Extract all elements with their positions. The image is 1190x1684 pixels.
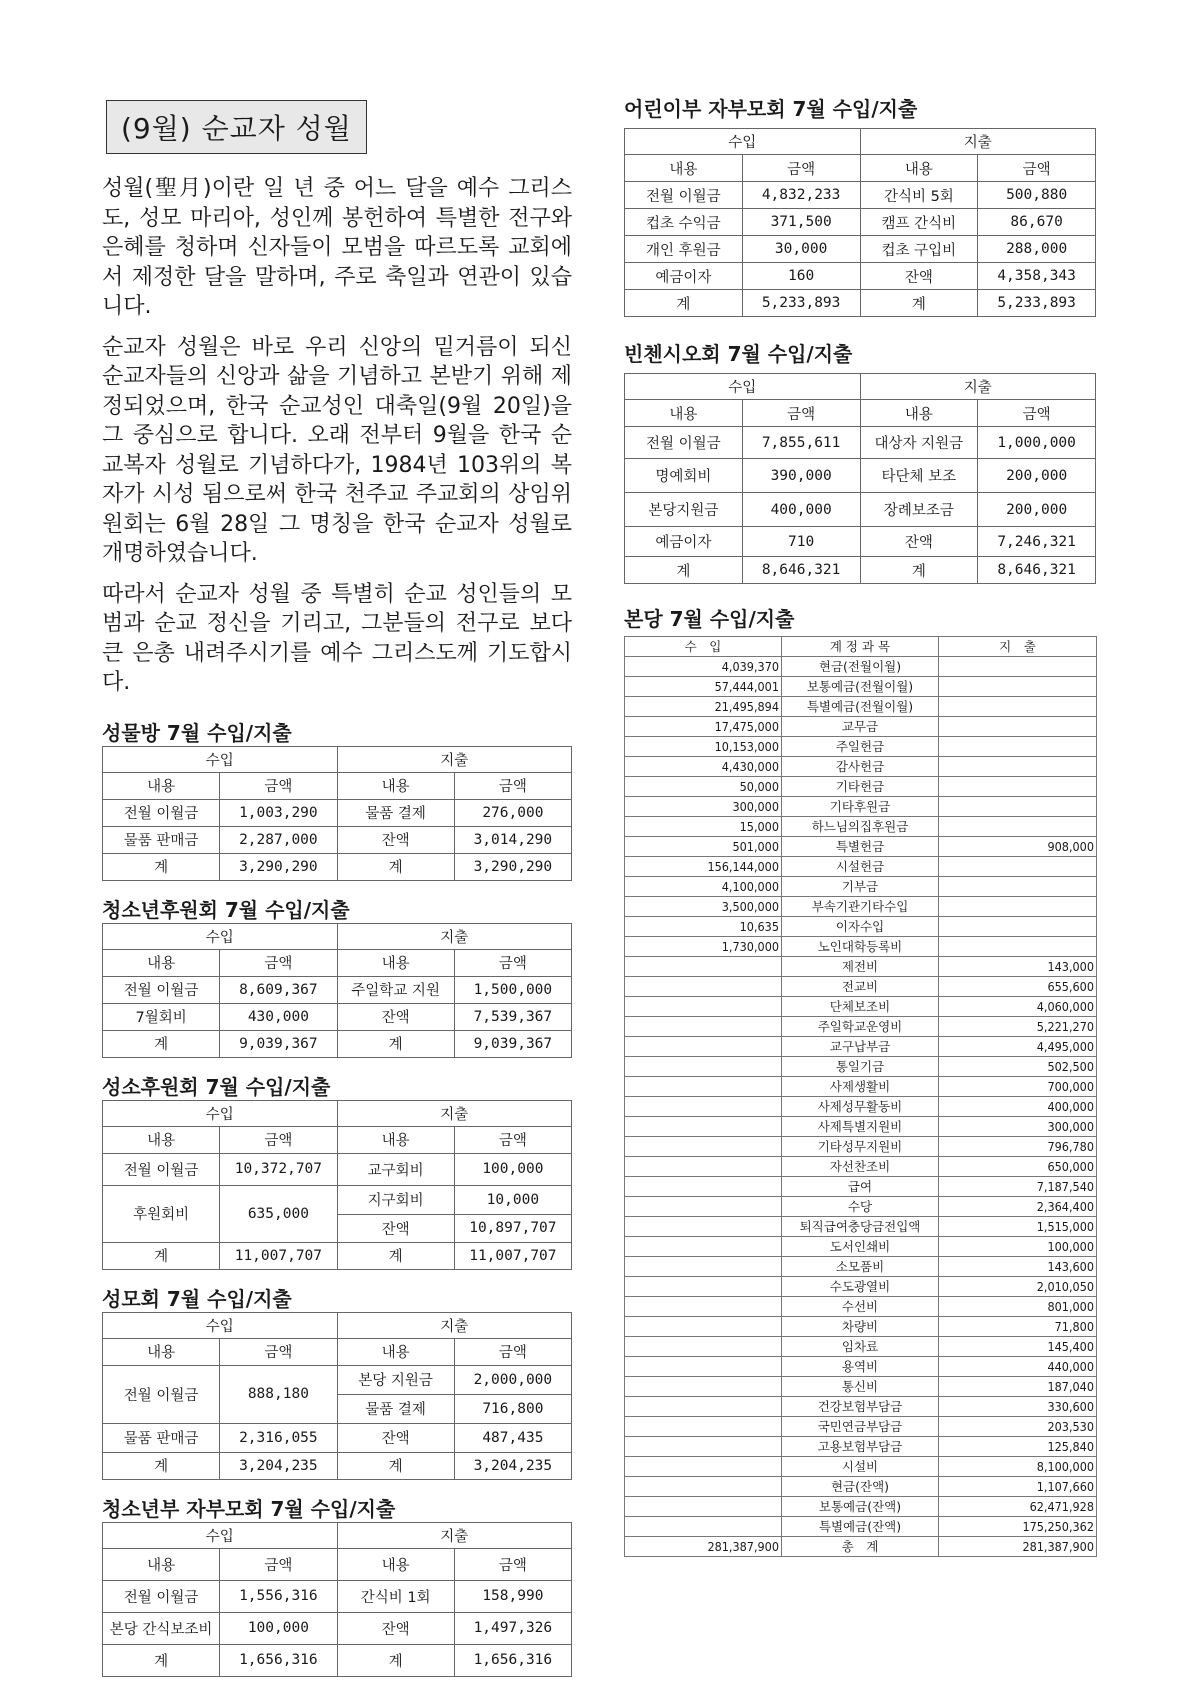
ledger-income-cell [625,1417,782,1437]
ledger-expense-cell: 100,000 [939,1237,1097,1257]
ledger-income-cell [625,1397,782,1417]
finance-table [102,746,572,881]
ledger-row [625,1517,1097,1537]
finance-table: 수입 지출 내용 금액 내용 금액 전월 이월금 8,609,367 주일학교 지원 1,500,000 7월회비 430,000 잔액 7,539,367 계 9,039,367 계 9,039,367 [102,923,572,1058]
ledger-income-cell: 300,000 [625,797,782,817]
ledger-account-cell: 부속기관기타수입 [782,897,939,917]
ledger-income-cell [625,1017,782,1037]
table-row: 개인 후원금 30,000 컵초 구입비 288,000 [625,236,1096,263]
ledger-expense-cell [939,677,1097,697]
ledger-table [624,636,1097,1557]
ledger-row [625,997,1097,1017]
table-row: 명예회비 390,000 타단체 보조 200,000 [625,459,1096,493]
ledger-expense-cell: 796,780 [939,1137,1097,1157]
table-row: 전월 이월금 7,855,611 대상자 지원금 1,000,000 [625,427,1096,459]
ledger-account-cell: 주일학교운영비 [782,1017,939,1037]
ledger-row [625,757,1097,777]
ledger-expense-cell [939,737,1097,757]
ledger-account-cell: 특별예금(전월이월) [782,697,939,717]
ledger-account-cell: 급여 [782,1177,939,1197]
ledger-expense-cell [939,937,1097,957]
ledger-row [625,1417,1097,1437]
table-row: 예금이자 160 잔액 4,358,343 [625,263,1096,290]
ledger-income-cell [625,1517,782,1537]
ledger-row [625,777,1097,797]
ledger-income-cell [625,1217,782,1237]
ledger-account-cell: 총 계 [782,1537,939,1557]
ledger-row [625,1217,1097,1237]
ledger-account-cell: 건강보험부담금 [782,1397,939,1417]
ledger-expense-cell [939,897,1097,917]
ledger-account-cell: 제전비 [782,957,939,977]
ledger-row [625,697,1097,717]
ledger-row [625,1437,1097,1457]
ledger-expense-cell: 8,100,000 [939,1457,1097,1477]
ledger-expense-cell: 143,000 [939,957,1097,977]
ledger-account-cell: 시설비 [782,1457,939,1477]
ledger-income-cell [625,1057,782,1077]
ledger-row [625,937,1097,957]
ledger-row [625,1017,1097,1037]
ledger-income-cell [625,1197,782,1217]
ledger-account-cell: 하느님의집후원금 [782,817,939,837]
ledger-row [625,977,1097,997]
table-row: 후원회비 635,000 지구회비 10,000 [103,1185,572,1214]
table-row: 물품 판매금 2,287,000 잔액 3,014,290 [103,826,572,853]
col-amount: 금액 [454,772,571,799]
ledger-income-cell [625,1357,782,1377]
table-row: 7월회비 430,000 잔액 7,539,367 [103,1003,572,1030]
ledger-body [625,657,1097,1557]
ledger-expense-cell: 143,600 [939,1257,1097,1277]
ledger-account-cell: 용역비 [782,1357,939,1377]
ledger-expense-cell: 62,471,928 [939,1497,1097,1517]
ledger-account-cell: 고용보험부담금 [782,1437,939,1457]
ledger-row [625,1297,1097,1317]
ledger-expense-cell: 655,600 [939,977,1097,997]
table-block-youth-support [102,897,572,1058]
ledger-expense-cell [939,657,1097,677]
ledger-account-cell: 전교비 [782,977,939,997]
ledger-row [625,1377,1097,1397]
ledger-header-expense: 지 출 [939,637,1097,657]
ledger-account-cell: 기타성무지원비 [782,1137,939,1157]
ledger-expense-cell: 330,600 [939,1397,1097,1417]
ledger-expense-cell [939,917,1097,937]
ledger-row [625,1037,1097,1057]
ledger-account-cell: 도서인쇄비 [782,1237,939,1257]
ledger-row [625,1197,1097,1217]
ledger-expense-cell [939,877,1097,897]
section-title: 성소후원회 7월 수입/지출 [102,1074,331,1099]
ledger-row [625,1237,1097,1257]
section-title: 본당 7월 수입/지출 [624,607,795,631]
table-row: 물품 결제 716,800 [103,1394,572,1423]
ledger-row [625,677,1097,697]
table-row: 전월 이월금 888,180 본당 지원금 2,000,000 [103,1365,572,1394]
table-row: 물품 판매금 2,316,055 잔액 487,435 [103,1423,572,1452]
ledger-account-cell: 이자수입 [782,917,939,937]
section-title: 성모회 7월 수입/지출 [102,1286,292,1311]
table-row: 본당 간식보조비 100,000 잔액 1,497,326 [103,1612,572,1644]
table-row: 본당지원금 400,000 장례보조금 200,000 [625,493,1096,527]
ledger-expense-cell: 801,000 [939,1297,1097,1317]
ledger-income-cell [625,997,782,1017]
ledger-income-cell: 1,730,000 [625,937,782,957]
paragraph-1: 성월(聖月)이란 일 년 중 어느 달을 예수 그리스도, 성모 마리아, 성인께 봉헌하여 특별한 전구와 은혜를 청하며 신자들이 모범을 따르도록 교회에서 제정한 달을 말하며, 주로 축일과 연관이 있습니다. [102,176,572,319]
ledger-income-cell: 4,100,000 [625,877,782,897]
table-row: 계 5,233,893 계 5,233,893 [625,290,1096,317]
page-heading: (9월) 순교자 성월 [106,100,367,154]
ledger-row [625,1277,1097,1297]
ledger-expense-cell: 2,364,400 [939,1197,1097,1217]
ledger-account-cell: 소모품비 [782,1257,939,1277]
ledger-expense-cell [939,817,1097,837]
finance-table: 수입 지출 내용 금액 내용 금액 전월 이월금 7,855,611 대상자 지원금 1,000,000 명예회비 390,000 타단체 보조 200,000 본당지원금 400,000 장례보조금 200,000 예금이자 710 잔액 7,246,321 계 8,646,321 계 8,646,321 [624,373,1096,584]
ledger-income-cell: 10,153,000 [625,737,782,757]
ledger-row [625,1397,1097,1417]
ledger-expense-cell: 700,000 [939,1077,1097,1097]
income-header: 수입 [103,746,338,772]
ledger-row [625,1357,1097,1377]
ledger-income-cell: 3,500,000 [625,897,782,917]
ledger-row [625,957,1097,977]
ledger-income-cell [625,1477,782,1497]
paragraph-2: 순교자 성월은 바로 우리 신앙의 밑거름이 되신 순교자들의 신앙과 삶을 기념하고 본받기 위해 제정되었으며, 한국 순교성인 대축일(9월 20일)을 그 중심으로 합니다. 오래 전부터 9월을 한국 순교복자 성월로 기념하다가, 1984년 103위의 복자가 시성 됨으로써 한국 천주교 주교회의 상임위원회는 6월 28일 그 명칭을 한국 순교자 성월로 개명하였습니다. [102,334,572,566]
ledger-expense-cell: 187,040 [939,1377,1097,1397]
ledger-account-cell: 특별예금(잔액) [782,1517,939,1537]
ledger-income-cell [625,1037,782,1057]
ledger-income-cell: 21,495,894 [625,697,782,717]
ledger-income-cell [625,1297,782,1317]
table-row: 계 9,039,367 계 9,039,367 [103,1030,572,1057]
ledger-income-cell [625,1277,782,1297]
ledger-expense-cell: 7,187,540 [939,1177,1097,1197]
ledger-income-cell [625,1437,782,1457]
ledger-expense-cell: 71,800 [939,1317,1097,1337]
table-row: 계 1,656,316 계 1,656,316 [103,1644,572,1676]
ledger-account-cell: 자선찬조비 [782,1157,939,1177]
ledger-account-cell: 통신비 [782,1377,939,1397]
ledger-account-cell: 현금(전월이월) [782,657,939,677]
ledger-account-cell: 차량비 [782,1317,939,1337]
expense-header: 지출 [337,746,572,772]
ledger-account-cell: 국민연금부담금 [782,1417,939,1437]
ledger-account-cell: 단체보조비 [782,997,939,1017]
table-row: 전월 이월금 1,556,316 간식비 1회 158,990 [103,1580,572,1612]
ledger-income-cell [625,1337,782,1357]
table-row: 전월 이월금 4,832,233 간식비 5회 500,880 [625,182,1096,209]
ledger-income-cell [625,1117,782,1137]
table-block-seongmulbang [102,720,572,881]
ledger-expense-cell: 1,107,660 [939,1477,1097,1497]
table-row: 컵초 수익금 371,500 캠프 간식비 86,670 [625,209,1096,236]
ledger-income-cell: 15,000 [625,817,782,837]
ledger-expense-cell [939,857,1097,877]
col-item: 내용 [337,772,454,799]
ledger-income-cell [625,1237,782,1257]
table-row: 계 11,007,707 계 11,007,707 [103,1242,572,1269]
ledger-row [625,1257,1097,1277]
ledger-account-cell: 기부금 [782,877,939,897]
ledger-row [625,1177,1097,1197]
ledger-income-cell [625,1157,782,1177]
ledger-row [625,1077,1097,1097]
ledger-expense-cell: 175,250,362 [939,1517,1097,1537]
ledger-row [625,1457,1097,1477]
ledger-header-account: 계 정 과 목 [782,637,939,657]
ledger-account-cell: 사제생활비 [782,1077,939,1097]
ledger-row [625,717,1097,737]
ledger-row [625,657,1097,677]
table-block-youth-parents [102,1496,572,1677]
ledger-row [625,1157,1097,1177]
ledger-account-cell: 주일헌금 [782,737,939,757]
ledger-income-cell [625,1077,782,1097]
ledger-expense-cell: 650,000 [939,1157,1097,1177]
ledger-income-cell [625,1177,782,1197]
ledger-income-cell: 4,430,000 [625,757,782,777]
ledger-row [625,917,1097,937]
finance-table: 수입 지출 내용 금액 내용 금액 전월 이월금 888,180 본당 지원금 2,000,000 물품 결제 716,800 물품 판매금 2,316,055 잔액 487,435 계 3,204,235 계 3,204,235 [102,1312,572,1480]
ledger-row [625,837,1097,857]
ledger-row [625,1137,1097,1157]
ledger-account-cell: 교구납부금 [782,1037,939,1057]
ledger-expense-cell: 4,495,000 [939,1037,1097,1057]
ledger-account-cell: 통일기금 [782,1057,939,1077]
ledger-account-cell: 특별헌금 [782,837,939,857]
ledger-expense-cell [939,777,1097,797]
ledger-row [625,1337,1097,1357]
finance-table: 수입 지출 내용 금액 내용 금액 전월 이월금 4,832,233 간식비 5회 500,880 컵초 수익금 371,500 캠프 간식비 86,670 개인 후원금 30,000 컵초 구입비 288,000 예금이자 160 잔액 4,358,343 계 5,233,893 계 5,233,893 [624,128,1096,317]
ledger-row [625,1317,1097,1337]
ledger-income-cell: 501,000 [625,837,782,857]
ledger-income-cell [625,1257,782,1277]
ledger-expense-cell: 400,000 [939,1097,1097,1117]
ledger-expense-cell: 2,010,050 [939,1277,1097,1297]
table-row: 잔액 10,897,707 [103,1214,572,1242]
table-block-seongmohoe [102,1286,572,1480]
table-row: 전월 이월금 10,372,707 교구회비 100,000 [103,1153,572,1185]
ledger-income-cell: 50,000 [625,777,782,797]
ledger-account-cell: 수도광열비 [782,1277,939,1297]
ledger-expense-cell: 281,387,900 [939,1537,1097,1557]
ledger-row [625,1497,1097,1517]
table-block-children-parents [624,96,1096,317]
ledger-account-cell: 기타후원금 [782,797,939,817]
ledger-account-cell: 현금(잔액) [782,1477,939,1497]
ledger-expense-cell: 5,221,270 [939,1017,1097,1037]
ledger-expense-cell: 4,060,000 [939,997,1097,1017]
section-title: 어린이부 자부모회 7월 수입/지출 [624,97,918,121]
table-row: 전월 이월금 1,003,290 물품 결제 276,000 [103,799,572,826]
ledger-account-cell: 퇴직급여충당금전입액 [782,1217,939,1237]
ledger-income-cell: 4,039,370 [625,657,782,677]
table-block-vocation-support [102,1074,572,1270]
ledger-income-cell: 10,635 [625,917,782,937]
ledger-row [625,1057,1097,1077]
section-title: 청소년부 자부모회 7월 수입/지출 [102,1496,396,1521]
ledger-expense-cell: 125,840 [939,1437,1097,1457]
finance-table: 수입 지출 내용 금액 내용 금액 전월 이월금 10,372,707 교구회비 100,000 후원회비 635,000 지구회비 10,000 잔액 10,897,707 계 11,007,707 계 11,007,707 [102,1100,572,1270]
left-column [102,100,572,1677]
ledger-expense-cell [939,797,1097,817]
ledger-expense-cell: 502,500 [939,1057,1097,1077]
ledger-income-cell [625,1497,782,1517]
right-column [624,96,1096,1557]
ledger-income-cell [625,1377,782,1397]
ledger-income-cell [625,1097,782,1117]
ledger-row [625,1477,1097,1497]
ledger-income-cell [625,1457,782,1477]
ledger-account-cell: 보통예금(전월이월) [782,677,939,697]
ledger-account-cell: 수선비 [782,1297,939,1317]
ledger-income-cell: 281,387,900 [625,1537,782,1557]
ledger-expense-cell: 203,530 [939,1417,1097,1437]
ledger-income-cell: 57,444,001 [625,677,782,697]
finance-table: 수입 지출 내용 금액 내용 금액 전월 이월금 1,556,316 간식비 1회 158,990 본당 간식보조비 100,000 잔액 1,497,326 계 1,656,316 계 1,656,316 [102,1522,572,1677]
ledger-account-cell: 감사헌금 [782,757,939,777]
table-block-vincent [624,341,1096,584]
ledger-account-cell: 기타헌금 [782,777,939,797]
ledger-account-cell: 보통예금(잔액) [782,1497,939,1517]
table-row: 예금이자 710 잔액 7,246,321 [625,527,1096,557]
ledger-expense-cell: 1,515,000 [939,1217,1097,1237]
ledger-account-cell: 교무금 [782,717,939,737]
section-title: 빈첸시오회 7월 수입/지출 [624,342,853,366]
ledger-row [625,877,1097,897]
table-row: 계 8,646,321 계 8,646,321 [625,557,1096,584]
ledger-account-cell: 사제특별지원비 [782,1117,939,1137]
ledger-row [625,897,1097,917]
ledger-expense-cell: 908,000 [939,837,1097,857]
ledger-expense-cell [939,697,1097,717]
ledger-income-cell [625,977,782,997]
ledger-expense-cell: 300,000 [939,1117,1097,1137]
ledger-income-cell [625,1137,782,1157]
ledger-expense-cell: 440,000 [939,1357,1097,1377]
col-item: 내용 [103,772,220,799]
section-title: 청소년후원회 7월 수입/지출 [102,897,350,922]
section-title: 성물방 7월 수입/지출 [102,720,292,745]
ledger-expense-cell [939,757,1097,777]
ledger-row [625,1097,1097,1117]
ledger-row [625,737,1097,757]
ledger-expense-cell [939,717,1097,737]
ledger-row [625,1117,1097,1137]
ledger-row [625,857,1097,877]
table-block-parish-ledger [624,606,1096,1557]
ledger-income-cell: 17,475,000 [625,717,782,737]
ledger-income-cell [625,1317,782,1337]
ledger-row [625,817,1097,837]
ledger-account-cell: 노인대학등록비 [782,937,939,957]
ledger-account-cell: 시설헌금 [782,857,939,877]
ledger-account-cell: 사제성무활동비 [782,1097,939,1117]
ledger-account-cell: 임차료 [782,1337,939,1357]
ledger-row [625,797,1097,817]
col-amount: 금액 [220,772,337,799]
ledger-row [625,1537,1097,1557]
ledger-income-cell [625,957,782,977]
ledger-header-income: 수 입 [625,637,782,657]
ledger-income-cell: 156,144,000 [625,857,782,877]
table-row: 계 3,204,235 계 3,204,235 [103,1452,572,1479]
ledger-expense-cell: 145,400 [939,1337,1097,1357]
table-row: 전월 이월금 8,609,367 주일학교 지원 1,500,000 [103,976,572,1003]
table-row: 계 3,290,290 계 3,290,290 [103,853,572,880]
ledger-account-cell: 수당 [782,1197,939,1217]
paragraph-3: 따라서 순교자 성월 중 특별히 순교 성인들의 모범과 순교 정신을 기리고, 그분들의 전구로 보다 큰 은총 내려주시기를 예수 그리스도께 기도합시다. [102,581,572,695]
